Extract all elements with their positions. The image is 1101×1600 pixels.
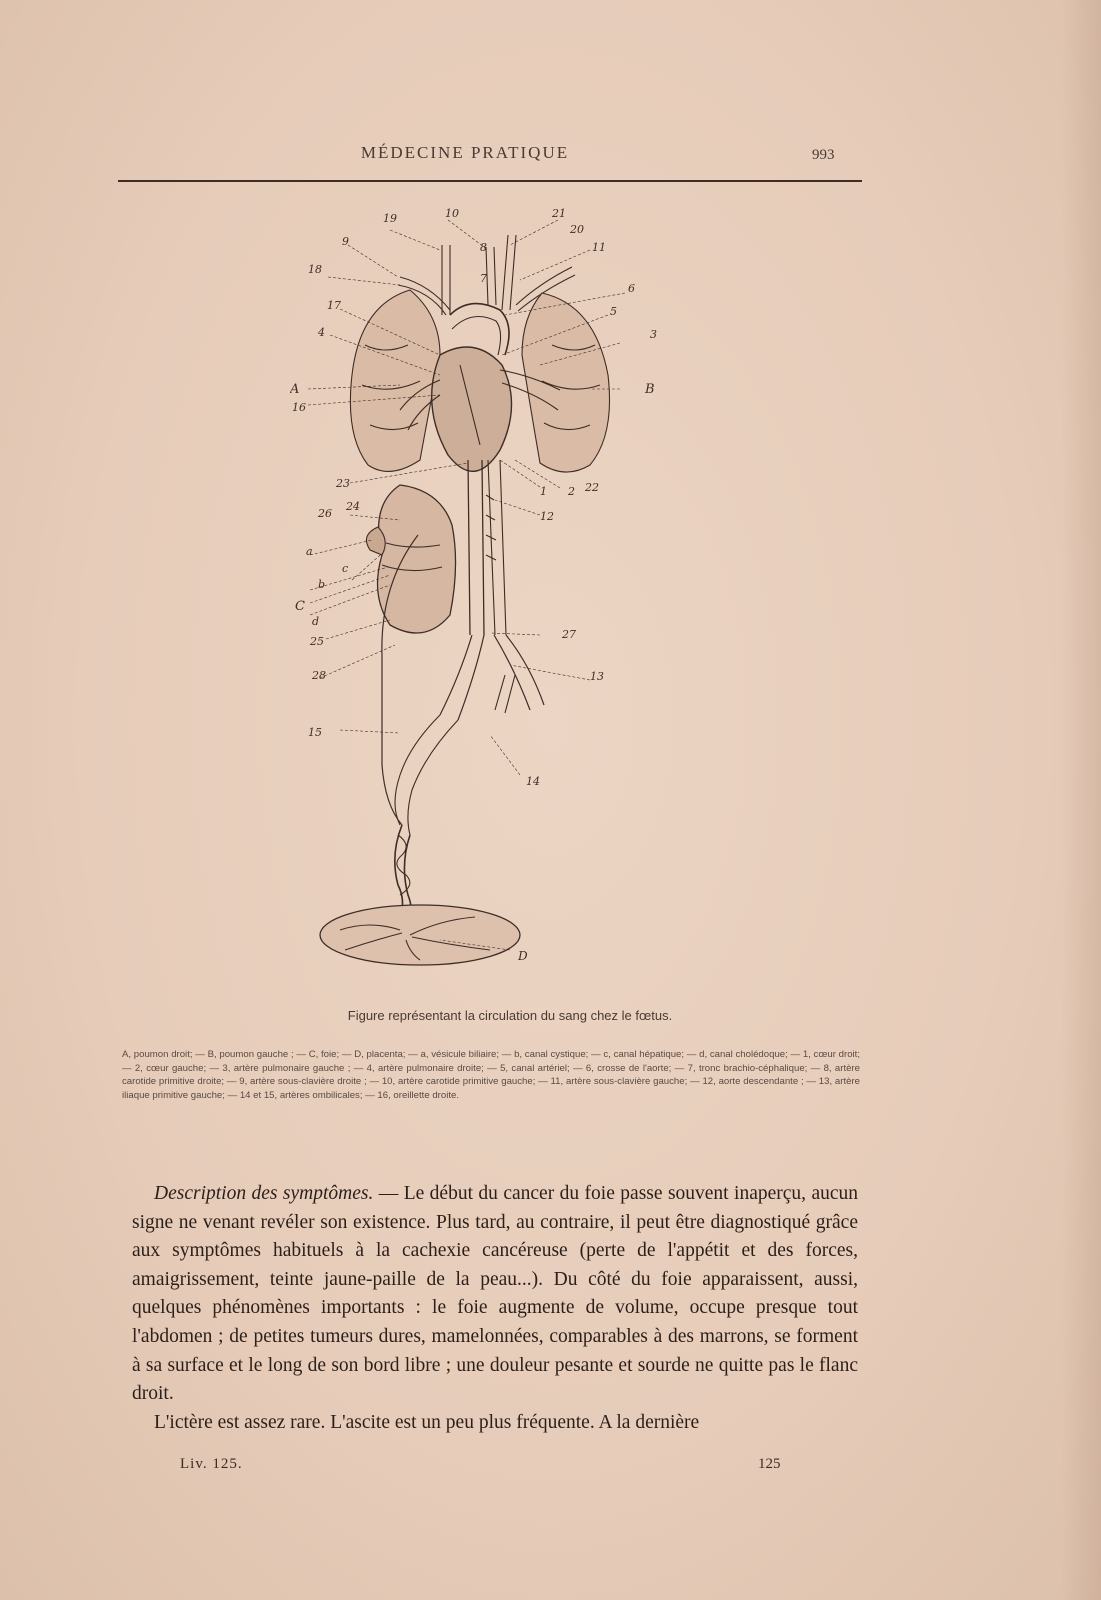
running-header-title: MÉDECINE PRATIQUE (360, 143, 570, 162)
header-rule (118, 180, 862, 182)
figure-label-23: 23 (336, 477, 350, 490)
figure-label-27: 27 (562, 628, 576, 641)
footer-livraison: Liv. 125. (180, 1456, 243, 1472)
figure-label-B: B (645, 382, 655, 397)
figure-label-26: 26 (318, 507, 332, 520)
figure-caption: Figure représentant la circulation du sang chez le fœtus. (347, 1008, 673, 1023)
figure-label-24: 24 (346, 500, 360, 513)
figure-label-25: 25 (310, 635, 324, 648)
fetal-circulation-illustration (290, 205, 690, 995)
figure-label-3: 3 (650, 328, 657, 341)
figure-legend: A, poumon droit; — B, poumon gauche ; — C, foie; — D, placenta; — a, vésicule biliaire; — b, canal cystique; — c, canal hépatique; — d, canal cholédoque; — 1, cœur droit; — 2, cœur gauche; — 3, artère pulmonaire gauche ; — 4, artère pulmonaire droite; — 5, canal artériel; — 6, crosse de l'aorte; — 7, tronc brachio-céphalique; — 8, artère carotide primitive droite; — 9, artère sous-clavière droite ; — 10, artère carotide primitive gauche; — 11, artère sous-clavière gauche; — 12, aorte descendante ; — 13, artère iliaque primitive gauche; — 14 et 15, artères ombilicales; — 16, oreillette droite. (122, 1049, 860, 1101)
paragraph-1 (132, 1180, 858, 1409)
figure-label-C: C (295, 599, 305, 614)
footer-signature-number: 125 (758, 1456, 781, 1472)
paragraph-2: L'ictère est assez rare. L'ascite est un peu plus fréquente. A la dernière (154, 1411, 700, 1433)
figure-label-20: 20 (570, 223, 584, 236)
figure-label-5: 5 (610, 305, 617, 318)
figure-label-12: 12 (540, 510, 554, 523)
figure-label-d: d (312, 615, 320, 628)
figure-label-28: 28 (312, 669, 326, 682)
figure-label-14: 14 (526, 775, 540, 788)
figure-label-16: 16 (292, 401, 306, 414)
figure-label-4: 4 (318, 326, 325, 339)
figure-label-9: 9 (342, 235, 349, 248)
paragraph-1-text: — Le début du cancer du foie passe souvent inaperçu, aucun signe ne venant revéler son existence. Plus tard, au contraire, il peut être diagnostiqué grâce aux symptômes habituels à la cachexie cancéreuse (perte de l'appétit et des forces, amaigrissement, teinte jaune-paille de la peau...). Du côté du foie apparaissent, aussi, quelques phénomènes importants : le foie augmente de volume, occupe presque tout l'abdomen ; de petites tumeurs dures, mamelonnées, comparables à des marrons, se forment à sa surface et le long de son bord libre ; une douleur pesante et sourde ne quitte pas le flanc droit. (132, 1183, 859, 1405)
section-title: Description des symptômes. (154, 1183, 374, 1204)
figure-label-18: 18 (308, 263, 322, 276)
figure-label-8: 8 (480, 241, 487, 254)
figure-label-1: 1 (540, 485, 547, 498)
figure-label-c: c (342, 562, 349, 575)
figure-label-7: 7 (480, 272, 487, 285)
figure-label-6: 6 (628, 282, 635, 295)
figure-label-A: A (290, 382, 300, 397)
figure-label-19: 19 (383, 212, 397, 225)
page-number: 993 (812, 147, 835, 163)
figure-label-15: 15 (308, 726, 322, 739)
body-text (132, 1180, 858, 1437)
page-edge-shadow (1061, 0, 1101, 1600)
figure-label-17: 17 (327, 299, 341, 312)
figure-label-11: 11 (592, 241, 606, 254)
figure-label-10: 10 (445, 207, 459, 220)
figure-label-13: 13 (590, 670, 604, 683)
figure-label-b: b (318, 578, 326, 591)
figure-label-22: 22 (585, 481, 599, 494)
figure-label-a: a (306, 545, 313, 558)
figure-label-21-top: 21 (552, 207, 566, 220)
figure-label-D: D (518, 949, 528, 963)
figure-label-2: 2 (568, 485, 575, 498)
